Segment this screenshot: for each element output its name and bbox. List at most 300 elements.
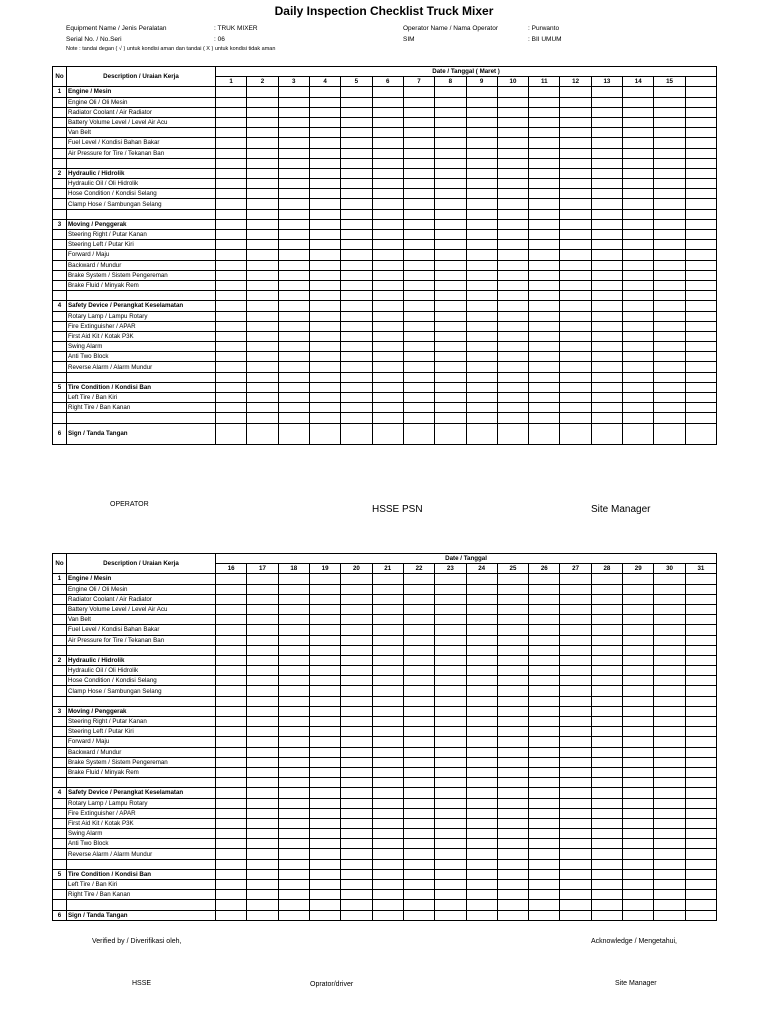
check-cell[interactable] (247, 818, 278, 828)
check-cell[interactable] (309, 686, 340, 696)
check-cell[interactable] (685, 798, 716, 808)
check-cell[interactable] (216, 240, 247, 250)
check-cell[interactable] (372, 808, 403, 818)
check-cell[interactable] (341, 270, 372, 280)
check-cell[interactable] (403, 727, 434, 737)
check-cell[interactable] (591, 219, 622, 229)
check-cell[interactable] (623, 372, 654, 382)
check-cell[interactable] (403, 747, 434, 757)
check-cell[interactable] (278, 625, 309, 635)
check-cell[interactable] (654, 87, 685, 97)
check-cell[interactable] (529, 311, 560, 321)
check-cell[interactable] (591, 890, 622, 900)
check-cell[interactable] (560, 97, 591, 107)
check-cell[interactable] (466, 230, 497, 240)
check-cell[interactable] (435, 331, 466, 341)
check-cell[interactable] (216, 301, 247, 311)
check-cell[interactable] (529, 97, 560, 107)
check-cell[interactable] (435, 219, 466, 229)
check-cell[interactable] (529, 117, 560, 127)
check-cell[interactable] (278, 97, 309, 107)
check-cell[interactable] (529, 331, 560, 341)
check-cell[interactable] (560, 230, 591, 240)
check-cell[interactable] (372, 199, 403, 209)
check-cell[interactable] (529, 594, 560, 604)
check-cell[interactable] (529, 423, 560, 444)
check-cell[interactable] (309, 900, 340, 910)
check-cell[interactable] (403, 645, 434, 655)
check-cell[interactable] (466, 818, 497, 828)
check-cell[interactable] (685, 128, 716, 138)
check-cell[interactable] (560, 880, 591, 890)
check-cell[interactable] (591, 117, 622, 127)
check-cell[interactable] (216, 604, 247, 614)
check-cell[interactable] (309, 301, 340, 311)
check-cell[interactable] (435, 829, 466, 839)
check-cell[interactable] (591, 808, 622, 818)
check-cell[interactable] (591, 737, 622, 747)
check-cell[interactable] (278, 778, 309, 788)
check-cell[interactable] (403, 757, 434, 767)
check-cell[interactable] (216, 403, 247, 413)
check-cell[interactable] (341, 829, 372, 839)
check-cell[interactable] (623, 97, 654, 107)
check-cell[interactable] (560, 250, 591, 260)
check-cell[interactable] (247, 869, 278, 879)
check-cell[interactable] (654, 829, 685, 839)
check-cell[interactable] (466, 168, 497, 178)
check-cell[interactable] (466, 645, 497, 655)
check-cell[interactable] (466, 250, 497, 260)
check-cell[interactable] (216, 342, 247, 352)
check-cell[interactable] (216, 230, 247, 240)
check-cell[interactable] (623, 342, 654, 352)
check-cell[interactable] (403, 311, 434, 321)
check-cell[interactable] (247, 696, 278, 706)
check-cell[interactable] (247, 403, 278, 413)
check-cell[interactable] (278, 645, 309, 655)
check-cell[interactable] (497, 666, 528, 676)
check-cell[interactable] (435, 148, 466, 158)
check-cell[interactable] (560, 311, 591, 321)
check-cell[interactable] (278, 219, 309, 229)
check-cell[interactable] (685, 311, 716, 321)
check-cell[interactable] (278, 423, 309, 444)
check-cell[interactable] (560, 829, 591, 839)
check-cell[interactable] (529, 382, 560, 392)
check-cell[interactable] (466, 635, 497, 645)
check-cell[interactable] (435, 849, 466, 859)
check-cell[interactable] (591, 189, 622, 199)
check-cell[interactable] (591, 342, 622, 352)
check-cell[interactable] (623, 219, 654, 229)
check-cell[interactable] (623, 584, 654, 594)
check-cell[interactable] (654, 747, 685, 757)
check-cell[interactable] (247, 910, 278, 920)
check-cell[interactable] (623, 655, 654, 665)
check-cell[interactable] (685, 291, 716, 301)
check-cell[interactable] (466, 666, 497, 676)
check-cell[interactable] (435, 403, 466, 413)
check-cell[interactable] (560, 301, 591, 311)
check-cell[interactable] (278, 737, 309, 747)
check-cell[interactable] (372, 686, 403, 696)
check-cell[interactable] (591, 757, 622, 767)
check-cell[interactable] (560, 666, 591, 676)
check-cell[interactable] (216, 839, 247, 849)
check-cell[interactable] (278, 880, 309, 890)
check-cell[interactable] (591, 594, 622, 604)
check-cell[interactable] (403, 158, 434, 168)
check-cell[interactable] (247, 717, 278, 727)
check-cell[interactable] (560, 148, 591, 158)
check-cell[interactable] (529, 168, 560, 178)
check-cell[interactable] (529, 138, 560, 148)
check-cell[interactable] (216, 138, 247, 148)
check-cell[interactable] (435, 645, 466, 655)
check-cell[interactable] (309, 757, 340, 767)
check-cell[interactable] (529, 818, 560, 828)
check-cell[interactable] (623, 199, 654, 209)
check-cell[interactable] (685, 655, 716, 665)
check-cell[interactable] (341, 413, 372, 423)
check-cell[interactable] (435, 778, 466, 788)
check-cell[interactable] (591, 250, 622, 260)
check-cell[interactable] (216, 179, 247, 189)
check-cell[interactable] (341, 890, 372, 900)
check-cell[interactable] (623, 594, 654, 604)
check-cell[interactable] (309, 107, 340, 117)
check-cell[interactable] (466, 625, 497, 635)
check-cell[interactable] (247, 382, 278, 392)
check-cell[interactable] (278, 869, 309, 879)
check-cell[interactable] (309, 604, 340, 614)
check-cell[interactable] (341, 250, 372, 260)
check-cell[interactable] (278, 148, 309, 158)
check-cell[interactable] (309, 645, 340, 655)
check-cell[interactable] (654, 219, 685, 229)
check-cell[interactable] (685, 594, 716, 604)
check-cell[interactable] (685, 727, 716, 737)
check-cell[interactable] (466, 331, 497, 341)
check-cell[interactable] (278, 189, 309, 199)
check-cell[interactable] (466, 859, 497, 869)
check-cell[interactable] (591, 382, 622, 392)
check-cell[interactable] (247, 168, 278, 178)
check-cell[interactable] (309, 260, 340, 270)
check-cell[interactable] (278, 696, 309, 706)
check-cell[interactable] (309, 189, 340, 199)
check-cell[interactable] (529, 199, 560, 209)
check-cell[interactable] (497, 829, 528, 839)
check-cell[interactable] (372, 382, 403, 392)
check-cell[interactable] (529, 189, 560, 199)
check-cell[interactable] (309, 423, 340, 444)
check-cell[interactable] (685, 260, 716, 270)
check-cell[interactable] (216, 859, 247, 869)
check-cell[interactable] (309, 666, 340, 676)
check-cell[interactable] (466, 890, 497, 900)
check-cell[interactable] (435, 209, 466, 219)
check-cell[interactable] (685, 890, 716, 900)
check-cell[interactable] (372, 372, 403, 382)
check-cell[interactable] (216, 291, 247, 301)
check-cell[interactable] (623, 230, 654, 240)
check-cell[interactable] (466, 321, 497, 331)
check-cell[interactable] (309, 818, 340, 828)
check-cell[interactable] (529, 574, 560, 584)
check-cell[interactable] (654, 311, 685, 321)
check-cell[interactable] (435, 423, 466, 444)
check-cell[interactable] (497, 645, 528, 655)
check-cell[interactable] (591, 778, 622, 788)
check-cell[interactable] (591, 168, 622, 178)
check-cell[interactable] (529, 158, 560, 168)
check-cell[interactable] (685, 270, 716, 280)
check-cell[interactable] (560, 910, 591, 920)
check-cell[interactable] (529, 635, 560, 645)
check-cell[interactable] (560, 128, 591, 138)
check-cell[interactable] (247, 270, 278, 280)
check-cell[interactable] (685, 413, 716, 423)
check-cell[interactable] (403, 362, 434, 372)
check-cell[interactable] (341, 87, 372, 97)
check-cell[interactable] (466, 219, 497, 229)
check-cell[interactable] (216, 584, 247, 594)
check-cell[interactable] (216, 910, 247, 920)
check-cell[interactable] (560, 362, 591, 372)
check-cell[interactable] (309, 138, 340, 148)
check-cell[interactable] (685, 148, 716, 158)
check-cell[interactable] (309, 655, 340, 665)
check-cell[interactable] (247, 179, 278, 189)
check-cell[interactable] (623, 117, 654, 127)
check-cell[interactable] (309, 382, 340, 392)
check-cell[interactable] (466, 880, 497, 890)
check-cell[interactable] (685, 331, 716, 341)
check-cell[interactable] (497, 615, 528, 625)
check-cell[interactable] (497, 189, 528, 199)
check-cell[interactable] (309, 778, 340, 788)
check-cell[interactable] (623, 168, 654, 178)
check-cell[interactable] (435, 594, 466, 604)
check-cell[interactable] (685, 604, 716, 614)
check-cell[interactable] (247, 230, 278, 240)
check-cell[interactable] (403, 869, 434, 879)
check-cell[interactable] (403, 382, 434, 392)
check-cell[interactable] (497, 798, 528, 808)
check-cell[interactable] (560, 615, 591, 625)
check-cell[interactable] (278, 594, 309, 604)
check-cell[interactable] (403, 199, 434, 209)
check-cell[interactable] (497, 352, 528, 362)
check-cell[interactable] (403, 117, 434, 127)
check-cell[interactable] (560, 260, 591, 270)
check-cell[interactable] (372, 900, 403, 910)
check-cell[interactable] (278, 393, 309, 403)
check-cell[interactable] (497, 382, 528, 392)
check-cell[interactable] (216, 686, 247, 696)
check-cell[interactable] (309, 209, 340, 219)
check-cell[interactable] (529, 666, 560, 676)
check-cell[interactable] (341, 148, 372, 158)
check-cell[interactable] (216, 250, 247, 260)
check-cell[interactable] (435, 584, 466, 594)
check-cell[interactable] (497, 413, 528, 423)
check-cell[interactable] (560, 168, 591, 178)
check-cell[interactable] (591, 676, 622, 686)
check-cell[interactable] (216, 158, 247, 168)
check-cell[interactable] (529, 219, 560, 229)
check-cell[interactable] (372, 635, 403, 645)
check-cell[interactable] (591, 869, 622, 879)
check-cell[interactable] (497, 625, 528, 635)
check-cell[interactable] (372, 107, 403, 117)
check-cell[interactable] (654, 148, 685, 158)
check-cell[interactable] (403, 880, 434, 890)
check-cell[interactable] (403, 666, 434, 676)
check-cell[interactable] (591, 645, 622, 655)
check-cell[interactable] (591, 148, 622, 158)
check-cell[interactable] (341, 778, 372, 788)
check-cell[interactable] (403, 615, 434, 625)
check-cell[interactable] (247, 574, 278, 584)
check-cell[interactable] (623, 717, 654, 727)
check-cell[interactable] (278, 199, 309, 209)
check-cell[interactable] (497, 839, 528, 849)
check-cell[interactable] (216, 615, 247, 625)
check-cell[interactable] (623, 240, 654, 250)
check-cell[interactable] (247, 737, 278, 747)
check-cell[interactable] (685, 615, 716, 625)
check-cell[interactable] (654, 818, 685, 828)
check-cell[interactable] (685, 219, 716, 229)
check-cell[interactable] (278, 676, 309, 686)
check-cell[interactable] (497, 574, 528, 584)
check-cell[interactable] (216, 737, 247, 747)
check-cell[interactable] (309, 128, 340, 138)
check-cell[interactable] (654, 890, 685, 900)
check-cell[interactable] (278, 788, 309, 798)
check-cell[interactable] (591, 270, 622, 280)
check-cell[interactable] (497, 890, 528, 900)
check-cell[interactable] (309, 240, 340, 250)
check-cell[interactable] (497, 260, 528, 270)
check-cell[interactable] (278, 604, 309, 614)
check-cell[interactable] (466, 352, 497, 362)
check-cell[interactable] (466, 849, 497, 859)
check-cell[interactable] (623, 362, 654, 372)
check-cell[interactable] (216, 128, 247, 138)
check-cell[interactable] (497, 808, 528, 818)
check-cell[interactable] (623, 757, 654, 767)
check-cell[interactable] (403, 890, 434, 900)
check-cell[interactable] (591, 321, 622, 331)
check-cell[interactable] (435, 869, 466, 879)
check-cell[interactable] (497, 291, 528, 301)
check-cell[interactable] (560, 280, 591, 290)
check-cell[interactable] (529, 230, 560, 240)
check-cell[interactable] (623, 666, 654, 676)
check-cell[interactable] (247, 250, 278, 260)
check-cell[interactable] (216, 869, 247, 879)
check-cell[interactable] (497, 270, 528, 280)
check-cell[interactable] (529, 839, 560, 849)
check-cell[interactable] (372, 250, 403, 260)
check-cell[interactable] (403, 97, 434, 107)
check-cell[interactable] (278, 250, 309, 260)
check-cell[interactable] (591, 372, 622, 382)
check-cell[interactable] (466, 128, 497, 138)
check-cell[interactable] (654, 767, 685, 777)
check-cell[interactable] (591, 403, 622, 413)
check-cell[interactable] (497, 818, 528, 828)
check-cell[interactable] (341, 727, 372, 737)
check-cell[interactable] (341, 839, 372, 849)
check-cell[interactable] (685, 747, 716, 757)
check-cell[interactable] (403, 859, 434, 869)
check-cell[interactable] (529, 808, 560, 818)
check-cell[interactable] (591, 260, 622, 270)
check-cell[interactable] (466, 767, 497, 777)
check-cell[interactable] (247, 138, 278, 148)
check-cell[interactable] (341, 737, 372, 747)
check-cell[interactable] (497, 230, 528, 240)
check-cell[interactable] (685, 87, 716, 97)
check-cell[interactable] (560, 645, 591, 655)
check-cell[interactable] (372, 393, 403, 403)
check-cell[interactable] (623, 413, 654, 423)
check-cell[interactable] (341, 747, 372, 757)
check-cell[interactable] (435, 706, 466, 716)
check-cell[interactable] (591, 107, 622, 117)
check-cell[interactable] (247, 666, 278, 676)
check-cell[interactable] (247, 97, 278, 107)
check-cell[interactable] (529, 778, 560, 788)
check-cell[interactable] (309, 849, 340, 859)
check-cell[interactable] (309, 737, 340, 747)
check-cell[interactable] (654, 240, 685, 250)
check-cell[interactable] (372, 767, 403, 777)
check-cell[interactable] (372, 869, 403, 879)
check-cell[interactable] (309, 717, 340, 727)
check-cell[interactable] (623, 747, 654, 757)
check-cell[interactable] (403, 321, 434, 331)
check-cell[interactable] (247, 280, 278, 290)
check-cell[interactable] (529, 625, 560, 635)
check-cell[interactable] (372, 362, 403, 372)
check-cell[interactable] (372, 331, 403, 341)
check-cell[interactable] (309, 97, 340, 107)
check-cell[interactable] (435, 604, 466, 614)
check-cell[interactable] (309, 859, 340, 869)
check-cell[interactable] (403, 403, 434, 413)
check-cell[interactable] (529, 717, 560, 727)
check-cell[interactable] (497, 594, 528, 604)
check-cell[interactable] (497, 219, 528, 229)
check-cell[interactable] (278, 666, 309, 676)
check-cell[interactable] (685, 362, 716, 372)
check-cell[interactable] (247, 87, 278, 97)
check-cell[interactable] (560, 869, 591, 879)
check-cell[interactable] (654, 655, 685, 665)
check-cell[interactable] (309, 880, 340, 890)
check-cell[interactable] (623, 737, 654, 747)
check-cell[interactable] (403, 189, 434, 199)
check-cell[interactable] (466, 372, 497, 382)
check-cell[interactable] (654, 839, 685, 849)
check-cell[interactable] (466, 260, 497, 270)
